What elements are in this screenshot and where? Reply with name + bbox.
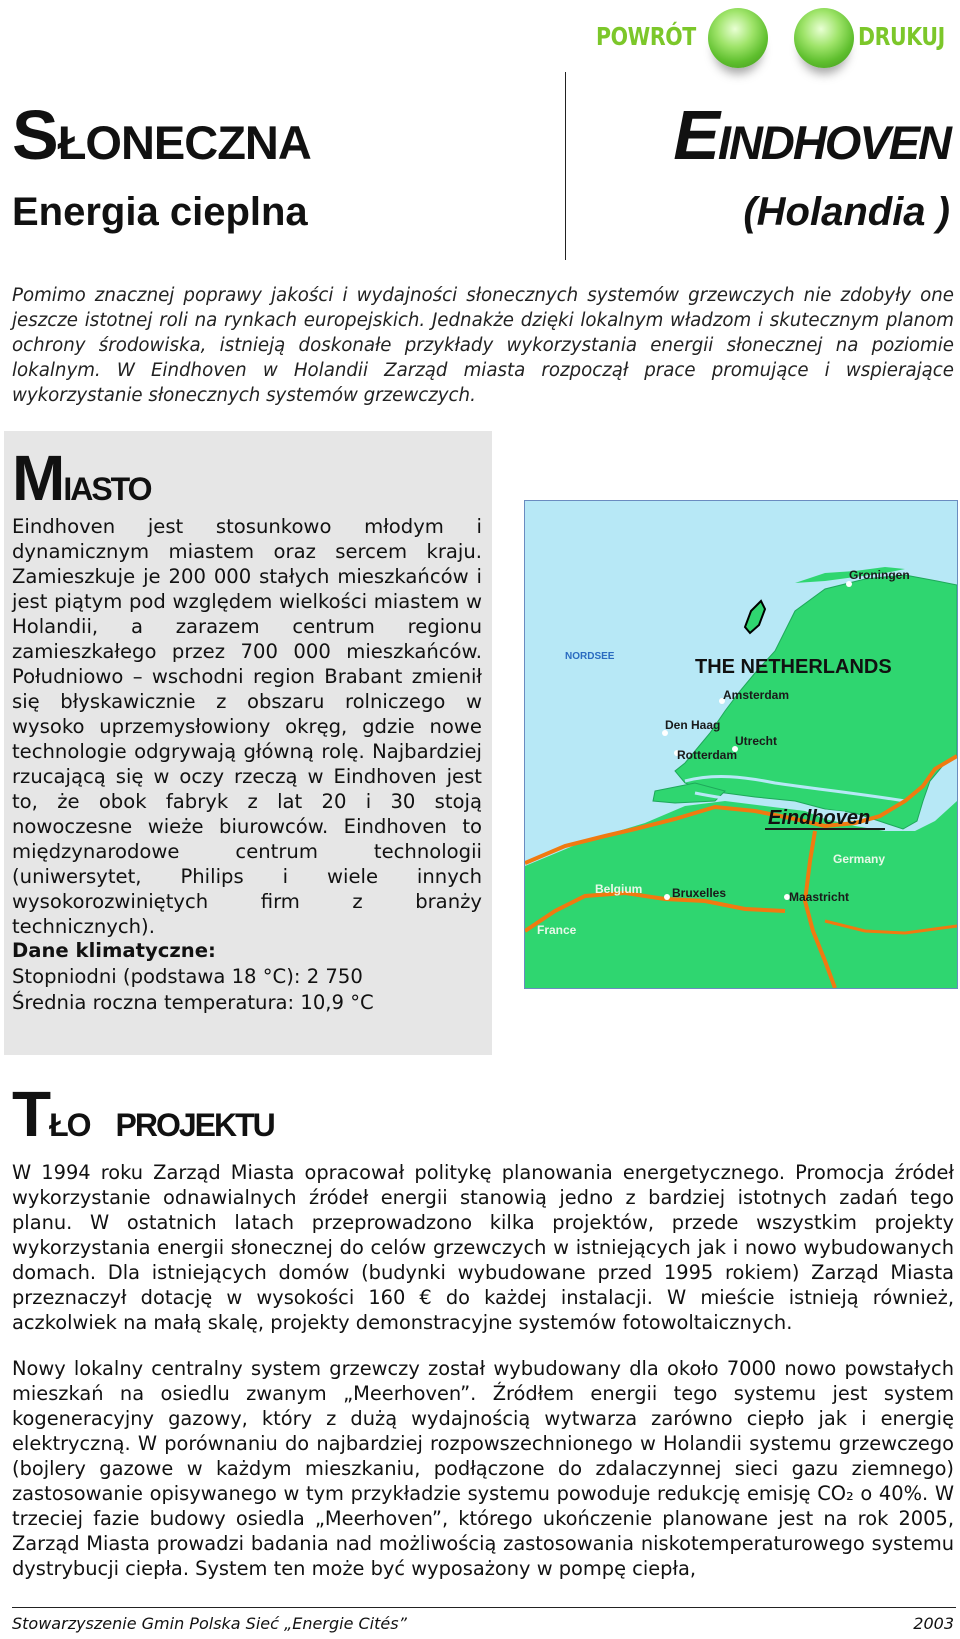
title-left-rest: ŁONECZNA [57,116,311,169]
miasto-heading-capital: M [12,442,64,514]
label-belgium: Belgium [595,882,643,896]
title-right-capital: E [673,96,718,174]
tlo-heading [12,1078,274,1150]
top-navigation [596,6,956,84]
title-divider [565,72,566,260]
title-main-right [570,96,950,174]
tlo-paragraph-1: W 1994 roku Zarząd Miasta opracował politykę planowania energetycznego. Promocja źródeł wykorzystanie odnawialnych źródeł energii stanowią jedno z bardziej istotnych zadań tego planu. W ostatnich latach przeprowadzono kilka projektów, przede wszystkim projekty wykorzystania energii słonecznej do celów grzewczych w istniejących jak i nowo wybudowanych domach. Dla istniejących domów (budynki wybudowane przed 1995 rokiem) Zarząd Miasta przeznaczył dotację w wysokości 160 € do każdej instalacji. W mieście istnieją również, aczkolwiek na małą skalę, projekty demonstracyjne systemów fotowoltaicznych. [12,1161,954,1334]
label-utrecht: Utrecht [735,734,778,748]
miasto-text: Eindhoven jest stosunkowo młodym i dynamicznym miastem oraz sercem kraju. Zamieszkuje je 200 000 stałych mieszkańców i jest piątym pod względem wielkości miastem w Holandii, a zarazem centrum regionu zamieszkałego przez 700 000 mieszkańców. Południowo – wschodni region Brabant zmienił się błyskawicznie z obszaru rolniczego w wysoko uprzemysłowiony okręg, gdzie nowe technologie odgrywają główną rolę. Najbardziej rzucającą się w oczy rzeczą w Eindhoven jest to, że obok fabryk z lat 20 i 30 stoją nowoczesne wieże biurowców. Eindhoven to międzynarodowe centrum technologii (uniwersytet, Philips i wiele innych wysokorozwiniętych firm z branży technicznych). [12,515,482,938]
label-den-haag: Den Haag [665,718,721,732]
bruxelles-dot [664,894,670,900]
back-ball-icon[interactable] [708,8,768,68]
intro-paragraph: Pomimo znacznej poprawy jakości i wydajności słonecznych systemów grzewczych nie zdobyły one jeszcze istotnej roli na rynkach europejskich. Jednakże dzięki lokalnym władzom i skutecznym planom ochrony środowiska, istnieją doskonałe przykłady wykorzystania energii słonecznej na poziomie lokalnym. W Eindhoven w Holandii Zarząd miasta rozpoczął prace promujące i wspierające wykorzystanie słonecznych systemów grzewczych. [12,285,954,406]
label-maastricht: Maastricht [789,890,850,904]
title-left [12,96,532,235]
tlo-heading-rest1: ŁO [49,1107,90,1143]
print-button[interactable]: DRUKUJ [858,22,945,51]
miasto-heading [12,442,151,514]
label-bruxelles: Bruxelles [672,886,727,900]
label-groningen: Groningen [849,568,910,582]
map-svg [525,501,957,988]
back-button[interactable]: POWRÓT [596,22,696,51]
title-left-capital: S [12,96,58,174]
title-sub-left: Energia cieplna [12,190,308,234]
climate-heading: Dane klimatyczne: [12,939,216,962]
label-france: France [537,923,577,937]
miasto-heading-rest: IASTO [63,471,151,507]
label-germany: Germany [833,852,886,866]
tlo-heading-capital: T [12,1078,50,1150]
label-amsterdam: Amsterdam [723,688,790,702]
tlo-paragraph-2: Nowy lokalny centralny system grzewczy został wybudowany dla około 7000 nowo powstałych mieszkań na osiedlu zwanym „Meerhoven”. Źródłem energii tego systemu jest system kogeneracyjny gazowy, który z dużą wydajnością wytwarza zarówno ciepło jak i energię elektryczną. W porównaniu do najbardziej rozpowszechnionego w Holandii systemu grzewczego (bojlery gazowe w każdym mieszkaniu, podłączone do zdalaczynnej sieci gazu ziemnego) zastosowanie opisywanego w tym przykładzie systemu powoduje redukcję emisję CO₂ o 40%. W trzeciej fazie budowy osiedla „Meerhoven”, którego ukończenie planowane jest na rok 2005, Zarząd Miasta prowadzi badania nad możliwością zastosowania niskotemperaturowego systemu dystrybucji ciepła. System ten może być wyposażony w pompę ciepła, [12,1357,954,1580]
climate-degree-days: Stopniodni (podstawa 18 °C): 2 750 [12,965,363,988]
label-eindhoven: Eindhoven [768,807,871,829]
label-sea: NORDSEE [565,651,615,662]
footer-year: 2003 [913,1614,954,1633]
title-sub-right: (Holandia ) [743,190,950,234]
title-right-rest: INDHOVEN [717,116,950,169]
print-ball-icon[interactable] [794,8,854,68]
title-main-left [12,96,532,174]
title-right [570,96,950,235]
footer-rule [12,1607,956,1608]
climate-avg-temp: Średnia roczna temperatura: 10,9 °C [12,991,374,1014]
climate-data [12,938,482,1016]
tlo-heading-rest2: PROJEKTU [115,1107,274,1143]
netherlands-map [524,500,958,989]
footer-organization: Stowarzyszenie Gmin Polska Sieć „Energie Cités” [12,1614,407,1633]
label-country: THE NETHERLANDS [695,656,892,678]
label-rotterdam: Rotterdam [677,748,738,762]
